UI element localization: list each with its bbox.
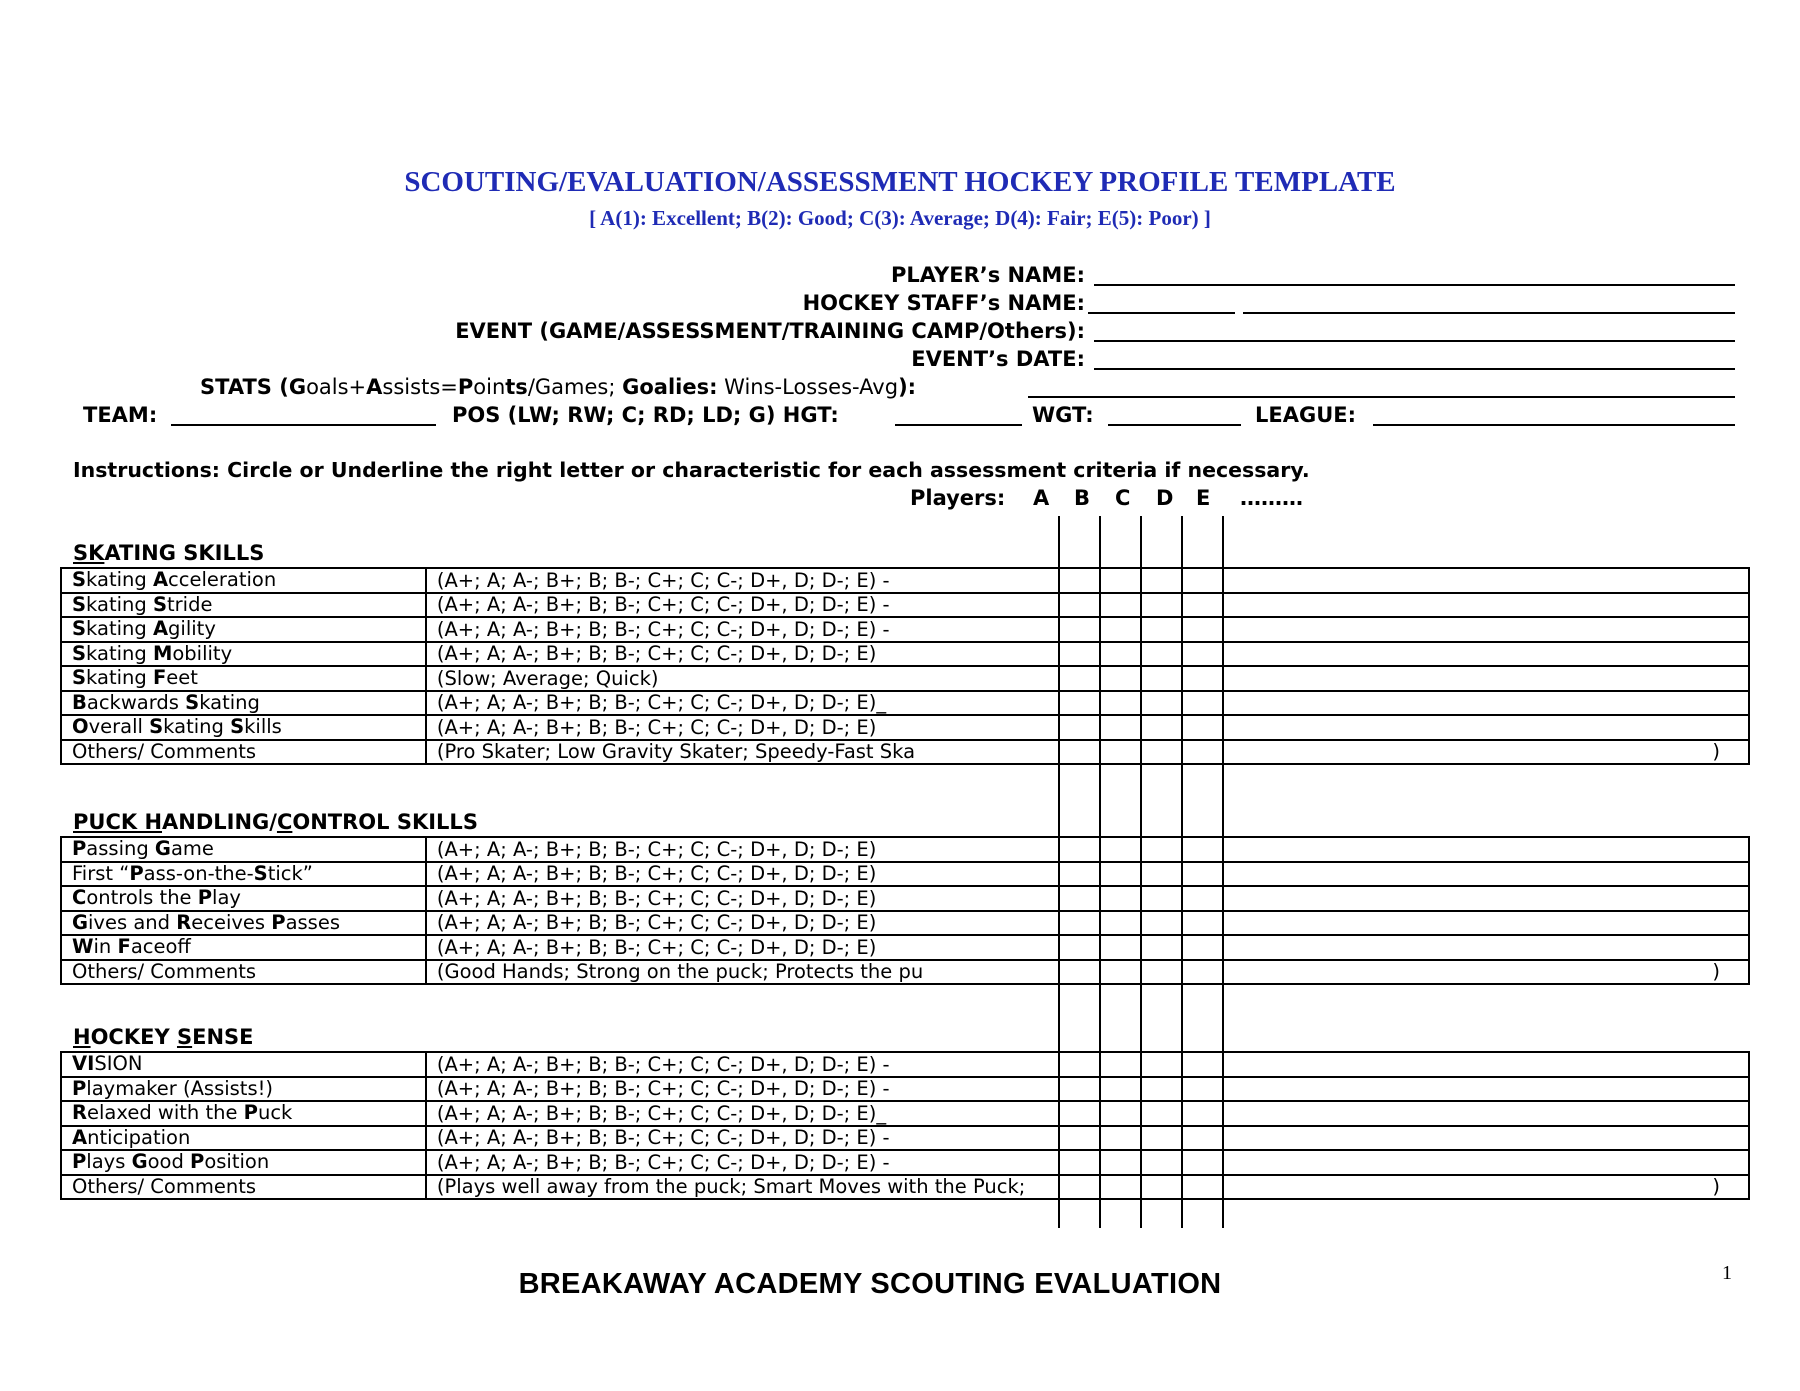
rating-options[interactable]: (A+; A; A-; B+; B; B-; C+; C; C-; D+, D; D-; E) - [426, 593, 1749, 618]
table-row [61, 593, 1749, 618]
player-name-field[interactable] [1094, 284, 1735, 286]
criteria-label: VISION [61, 1052, 426, 1077]
rating-options[interactable]: (A+; A; A-; B+; B; B-; C+; C; C-; D+, D; D-; E) [426, 935, 1749, 960]
players-label: Players: [910, 486, 1006, 510]
criteria-label: Skating Stride [61, 593, 426, 618]
rating-options[interactable]: (A+; A; A-; B+; B; B-; C+; C; C-; D+, D; D-; E) - [426, 1077, 1749, 1102]
event-field[interactable] [1094, 340, 1735, 342]
wgt-field[interactable] [1108, 424, 1241, 426]
table-row [61, 837, 1749, 862]
criteria-label: Skating Acceleration [61, 568, 426, 593]
criteria-label: Playmaker (Assists!) [61, 1077, 426, 1102]
more-players-ellipsis: ……… [1240, 486, 1303, 510]
player-column-divider [1140, 516, 1142, 1228]
player-column-divider [1222, 516, 1224, 1228]
player-col-b: B [1074, 486, 1091, 510]
rating-options[interactable]: (A+; A; A-; B+; B; B-; C+; C; C-; D+, D; D-; E) - [426, 568, 1749, 593]
table-row [61, 1175, 1749, 1200]
puck-handling-table [60, 836, 1750, 985]
criteria-label: Controls the Play [61, 886, 426, 911]
player-name-label: PLAYER’s NAME: [891, 263, 1085, 287]
rating-options[interactable]: (A+; A; A-; B+; B; B-; C+; C; C-; D+, D; D-; E)_ [426, 691, 1749, 716]
table-row [61, 960, 1749, 985]
rating-options[interactable]: (A+; A; A-; B+; B; B-; C+; C; C-; D+, D; D-; E)_ [426, 1101, 1749, 1126]
player-col-c: C [1115, 486, 1131, 510]
comments-label: Others/ Comments [61, 1175, 426, 1200]
table-row [61, 740, 1749, 765]
table-row [61, 568, 1749, 593]
criteria-label: Skating Mobility [61, 642, 426, 667]
skating-skills-table [60, 567, 1750, 765]
rating-options[interactable]: (A+; A; A-; B+; B; B-; C+; C; C-; D+, D; D-; E) [426, 642, 1749, 667]
stats-label: STATS (Goals+Assists=Points/Games; Goalies: Wins-Losses-Avg): [200, 375, 917, 399]
comments-field[interactable]: (Good Hands; Strong on the puck; Protects the pu ) [426, 960, 1749, 985]
page-title: SCOUTING/EVALUATION/ASSESSMENT HOCKEY PROFILE TEMPLATE [404, 166, 1396, 198]
table-row [61, 1077, 1749, 1102]
table-row [61, 715, 1749, 740]
hgt-field[interactable] [895, 424, 1022, 426]
table-row [61, 691, 1749, 716]
player-col-a: A [1033, 486, 1050, 510]
table-row [61, 862, 1749, 887]
comments-field[interactable]: (Plays well away from the puck; Smart Moves with the Puck; ) [426, 1175, 1749, 1200]
staff-name-field-short[interactable] [1088, 312, 1235, 314]
rating-options[interactable]: (A+; A; A-; B+; B; B-; C+; C; C-; D+, D; D-; E) [426, 886, 1749, 911]
comments-label: Others/ Comments [61, 740, 426, 765]
table-row [61, 886, 1749, 911]
player-column-divider [1099, 516, 1101, 1228]
hockey-sense-table [60, 1051, 1750, 1200]
page-number: 1 [1722, 1262, 1732, 1284]
table-row [61, 642, 1749, 667]
criteria-label: Plays Good Position [61, 1150, 426, 1175]
league-field[interactable] [1373, 424, 1735, 426]
footer-title: BREAKAWAY ACADEMY SCOUTING EVALUATION [518, 1268, 1222, 1300]
instructions: Instructions: Circle or Underline the right letter or characteristic for each assessment criteria if necessary. [73, 458, 1310, 482]
rating-options[interactable]: (A+; A; A-; B+; B; B-; C+; C; C-; D+, D; D-; E) - [426, 1052, 1749, 1077]
criteria-label: Skating Agility [61, 617, 426, 642]
criteria-label: Anticipation [61, 1126, 426, 1151]
criteria-label: Backwards Skating [61, 691, 426, 716]
rating-options[interactable]: (A+; A; A-; B+; B; B-; C+; C; C-; D+, D; D-; E) [426, 837, 1749, 862]
comments-label: Others/ Comments [61, 960, 426, 985]
event-label: EVENT (GAME/ASSESSMENT/TRAINING CAMP/Others): [455, 319, 1085, 343]
table-row [61, 911, 1749, 936]
table-row [61, 1150, 1749, 1175]
criteria-label: Skating Feet [61, 666, 426, 691]
rating-options[interactable]: (Slow; Average; Quick) [426, 666, 1749, 691]
table-row [61, 935, 1749, 960]
player-col-d: D [1156, 486, 1174, 510]
rating-options[interactable]: (A+; A; A-; B+; B; B-; C+; C; C-; D+, D; D-; E) [426, 715, 1749, 740]
comments-field[interactable]: (Pro Skater; Low Gravity Skater; Speedy-Fast Ska ) [426, 740, 1749, 765]
table-row [61, 1126, 1749, 1151]
table-row [61, 1101, 1749, 1126]
wgt-label: WGT: [1032, 403, 1094, 427]
team-label: TEAM: [83, 403, 158, 427]
stats-field[interactable] [1028, 396, 1735, 398]
criteria-label: First “Pass-on-the-Stick” [61, 862, 426, 887]
rating-options[interactable]: (A+; A; A-; B+; B; B-; C+; C; C-; D+, D; D-; E) - [426, 1126, 1749, 1151]
player-col-e: E [1196, 486, 1211, 510]
rating-options[interactable]: (A+; A; A-; B+; B; B-; C+; C; C-; D+, D; D-; E) - [426, 1150, 1749, 1175]
rating-options[interactable]: (A+; A; A-; B+; B; B-; C+; C; C-; D+, D; D-; E) [426, 862, 1749, 887]
criteria-label: Passing Game [61, 837, 426, 862]
table-row [61, 1052, 1749, 1077]
players-column-headers [1027, 486, 1247, 514]
event-date-label: EVENT’s DATE: [911, 347, 1085, 371]
league-label: LEAGUE: [1255, 403, 1357, 427]
event-date-field[interactable] [1094, 368, 1735, 370]
criteria-label: Gives and Receives Passes [61, 911, 426, 936]
section-title-hockey-sense: HOCKEY SENSE [73, 1025, 254, 1049]
rating-options[interactable]: (A+; A; A-; B+; B; B-; C+; C; C-; D+, D; D-; E) - [426, 617, 1749, 642]
staff-name-field[interactable] [1243, 312, 1735, 314]
criteria-label: Overall Skating Skills [61, 715, 426, 740]
staff-name-label: HOCKEY STAFF’s NAME: [802, 291, 1085, 315]
pos-hgt-label: POS (LW; RW; C; RD; LD; G) HGT: [452, 403, 839, 427]
player-column-divider [1058, 516, 1060, 1228]
criteria-label: Relaxed with the Puck [61, 1101, 426, 1126]
player-column-divider [1181, 516, 1183, 1228]
rating-scale-legend: [ A(1): Excellent; B(2): Good; C(3): Average; D(4): Fair; E(5): Poor) ] [589, 206, 1211, 230]
rating-options[interactable]: (A+; A; A-; B+; B; B-; C+; C; C-; D+, D; D-; E) [426, 911, 1749, 936]
table-row [61, 666, 1749, 691]
section-title-puck-handling: PUCK HANDLING/CONTROL SKILLS [73, 810, 478, 834]
criteria-label: Win Faceoff [61, 935, 426, 960]
section-title-skating: SKATING SKILLS [73, 541, 265, 565]
table-row [61, 617, 1749, 642]
team-field[interactable] [171, 424, 436, 426]
